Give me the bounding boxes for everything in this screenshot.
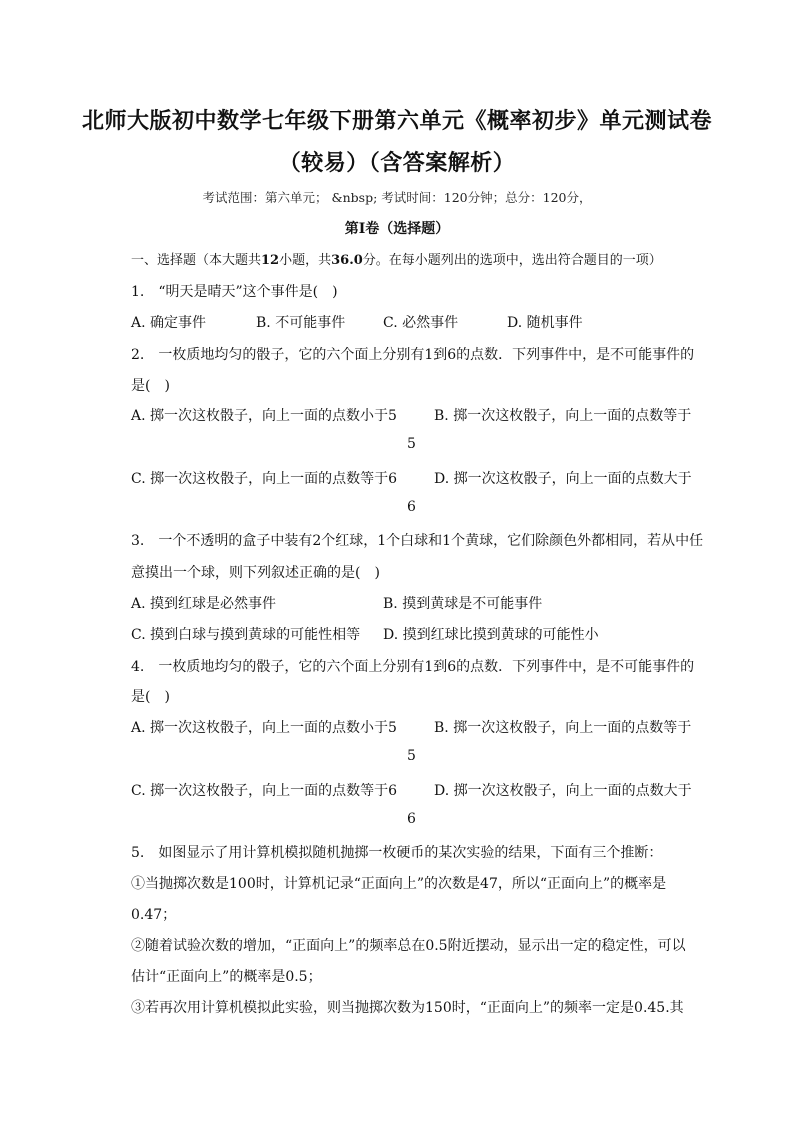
section-suffix: 分。在每小题列出的选项中，选出符合题目的一项） [362, 253, 662, 268]
q1-option-d: D. 随机事件 [507, 315, 583, 331]
q4-option-c: C. 掷一次这枚骰子，向上一面的点数等于6 [131, 783, 398, 799]
section-prefix: 一、选择题（本大题共 [131, 253, 262, 268]
q4-stem-line1: 4. 一枚质地均匀的骰子，它的六个面上分别有1到6的点数．下列事件中，是不可能事件的 [131, 659, 695, 675]
section-heading [131, 249, 662, 268]
q4-option-b-continued: 5 [407, 748, 416, 764]
q1-option-c: C. 必然事件 [383, 315, 459, 331]
question-count: 12 [261, 253, 280, 268]
q2-option-d-continued: 6 [407, 499, 416, 515]
q2-option-a: A. 掷一次这枚骰子，向上一面的点数小于5 [131, 408, 397, 424]
q2-option-b: B. 掷一次这枚骰子，向上一面的点数等于 [434, 408, 692, 424]
q5-inference-1-line2: 0.47； [131, 907, 177, 923]
q4-option-d-continued: 6 [407, 811, 416, 827]
q5-inference-3-line1: ③若再次用计算机模拟此实验，则当抛掷次数为150时，“正面向上”的频率一定是0.45.其 [131, 1000, 684, 1016]
q5-inference-2-line2: 估计“正面向上”的概率是0.5； [131, 969, 322, 985]
q1-stem: 1. “明天是晴天”这个事件是( ) [131, 284, 338, 300]
q3-option-d: D. 摸到红球比摸到黄球的可能性小 [383, 627, 599, 643]
q5-inference-1-line1: ①当抛掷次数是100时，计算机记录“正面向上”的次数是47，所以“正面向上”的概率是 [131, 876, 667, 892]
q2-option-d: D. 掷一次这枚骰子，向上一面的点数大于 [434, 471, 692, 487]
section-mid: 小题，共 [279, 253, 332, 268]
q2-option-b-continued: 5 [407, 436, 416, 452]
q3-option-a: A. 摸到红球是必然事件 [131, 596, 277, 612]
q4-option-d: D. 掷一次这枚骰子，向上一面的点数大于 [434, 783, 692, 799]
part-title: 第I卷（选择题） [344, 221, 450, 237]
q1-option-a: A. 确定事件 [131, 315, 207, 331]
total-points: 36.0 [331, 253, 363, 268]
q1-option-b: B. 不可能事件 [256, 315, 346, 331]
q2-option-c: C. 掷一次这枚骰子，向上一面的点数等于6 [131, 471, 398, 487]
q3-option-c: C. 摸到白球与摸到黄球的可能性相等 [131, 627, 361, 643]
exam-info: 考试范围：第六单元； &nbsp; 考试时间：120分钟；总分：120分， [202, 190, 592, 205]
q2-stem-line2: 是( ) [131, 378, 170, 394]
document-title-line2: （较易）（含答案解析） [278, 150, 516, 176]
q3-option-b: B. 摸到黄球是不可能事件 [383, 596, 543, 612]
q3-stem-line2: 意摸出一个球，则下列叙述正确的是( ) [131, 565, 380, 581]
q4-option-b: B. 掷一次这枚骰子，向上一面的点数等于 [434, 720, 692, 736]
q4-stem-line2: 是( ) [131, 689, 170, 705]
q4-option-a: A. 掷一次这枚骰子，向上一面的点数小于5 [131, 720, 397, 736]
q5-stem: 5. 如图显示了用计算机模拟随机抛掷一枚硬币的某次实验的结果，下面有三个推断： [131, 845, 663, 861]
q3-stem-line1: 3. 一个不透明的盒子中装有2个红球，1个白球和1个黄球，它们除颜色外都相同，若从中任 [131, 533, 704, 549]
q2-stem-line1: 2. 一枚质地均匀的骰子，它的六个面上分别有1到6的点数．下列事件中，是不可能事件的 [131, 347, 695, 363]
q5-inference-2-line1: ②随着试验次数的增加，“正面向上”的频率总在0.5附近摆动，显示出一定的稳定性，可以 [131, 938, 686, 954]
document-title-line1: 北师大版初中数学七年级下册第六单元《概率初步》单元测试卷 [81, 108, 712, 134]
